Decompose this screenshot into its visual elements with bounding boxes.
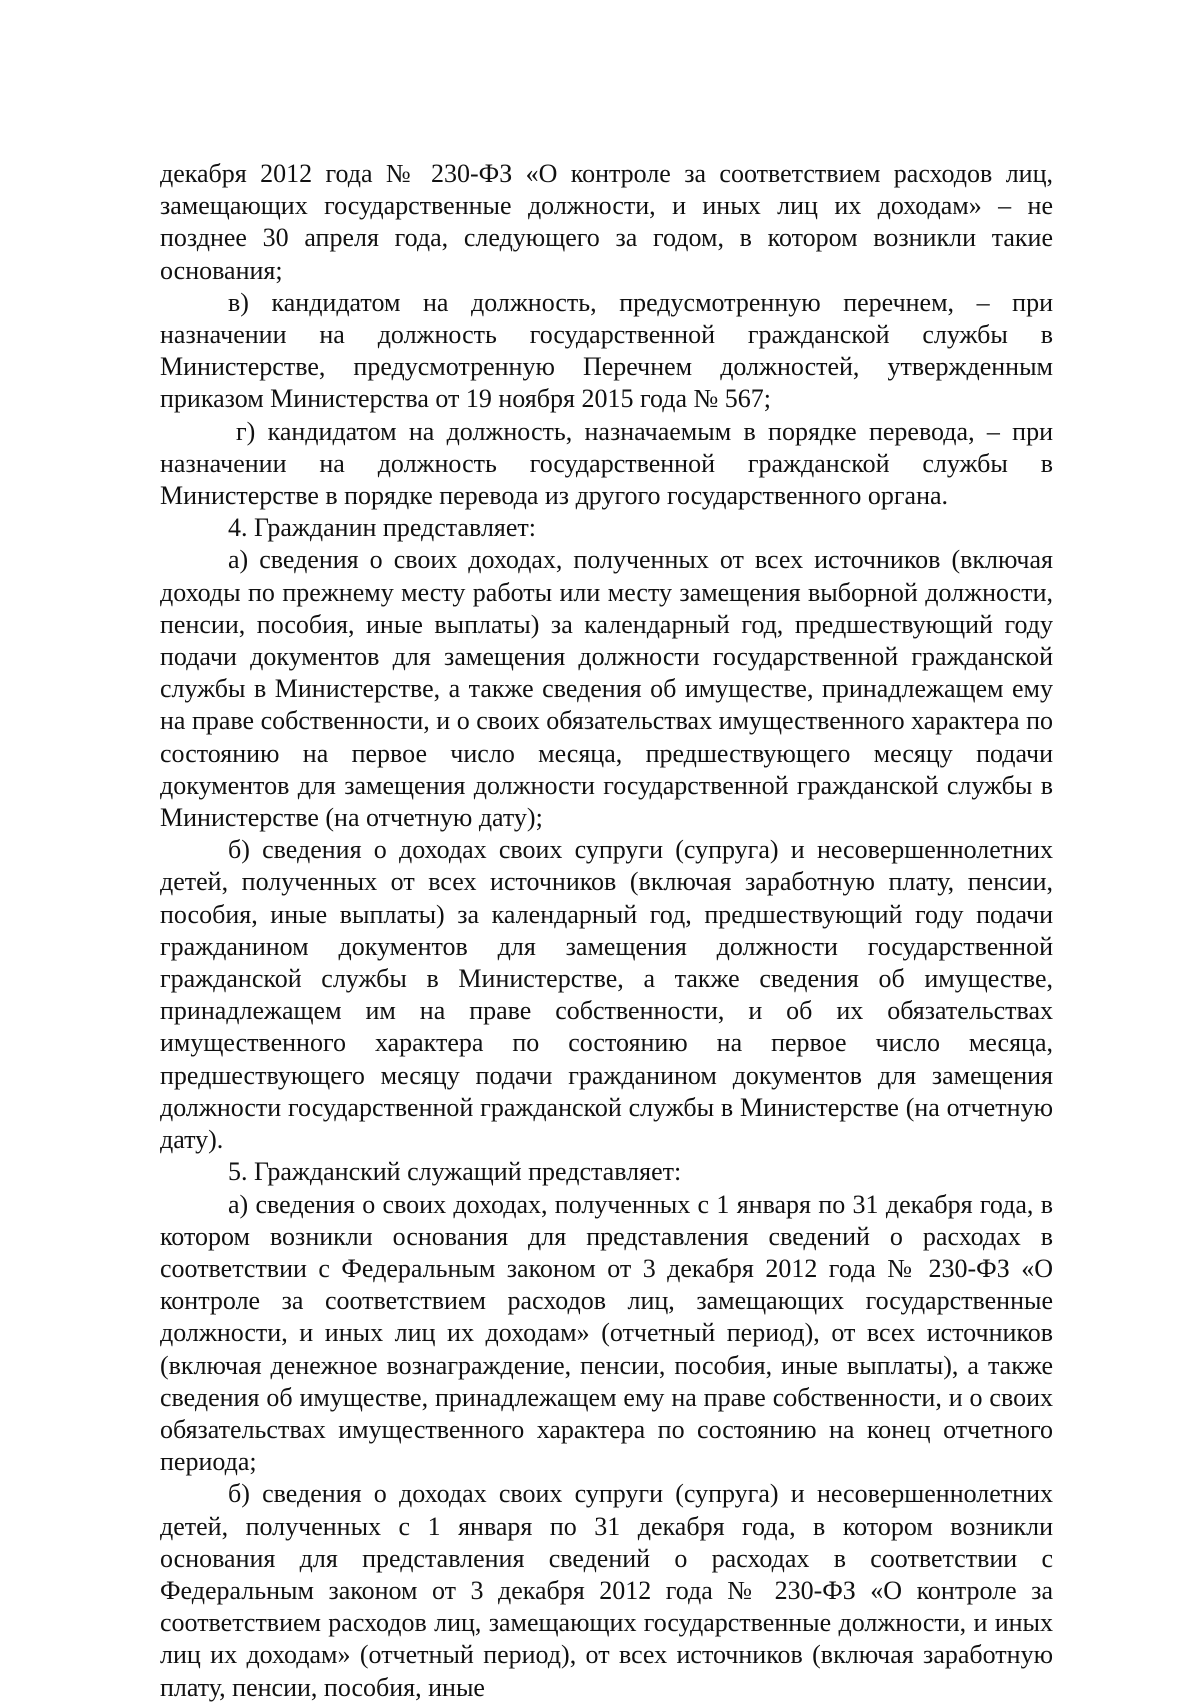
paragraph-section-4-b: б) сведения о доходах своих супруги (супруга) и несовершеннолетних детей, полученных от всех источников (включая заработную плату, пенсии, пособия, иные выплаты) за календарный год, предшествующий году подачи гражданином документов для замещения должности государственной гражданской службы в Министерстве, а также сведения об имуществе, принадлежащем им на праве собственности, и об их обязательствах имущественного характера по состоянию на первое число месяца, предшествующего месяцу подачи гражданином документов для замещения должности государственной гражданской службы в Министерстве (на отчетную дату). xyxy=(160,835,1053,1155)
paragraph-section-4-a: а) сведения о своих доходах, полученных от всех источников (включая доходы по прежнему месту работы или месту замещения выборной должности, пенсии, пособия, иные выплаты) за календарный год, предшествующий году подачи документов для замещения должности государственной гражданской службы в Министерстве, а также сведения об имуществе, принадлежащем ему на праве собственности, и о своих обязательствах имущественного характера по состоянию на первое число месяца, предшествующего месяцу подачи документов для замещения должности государственной гражданской службы в Министерстве (на отчетную дату); xyxy=(160,545,1053,833)
paragraph-item-g: г) кандидатом на должность, назначаемым в порядке перевода, – при назначении на должность государственной гражданской службы в Министерстве в порядке перевода из другого государственного органа. xyxy=(160,416,1053,511)
paragraph-section-5-heading: 5. Гражданский служащий представляет: xyxy=(228,1157,682,1187)
paragraph-continuation: декабря 2012 года № 230-ФЗ «О контроле за соответствием расходов лиц, замещающих государственные должности, и иных лиц их доходам» – не позднее 30 апреля года, следующего за годом, в котором возникли такие основания; xyxy=(160,159,1053,285)
paragraph-section-5-b: б) сведения о доходах своих супруги (супруга) и несовершеннолетних детей, полученных с 1 января по 31 декабря года, в котором возникли основания для представления сведений о расходах в соответствии с Федеральным законом от 3 декабря 2012 года № 230-ФЗ «О контроле за соответствием расходов лиц, замещающих государственные должности, и иных лиц их доходам» (отчетный период), от всех источников (включая заработную плату, пенсии, пособия, иные xyxy=(160,1479,1053,1702)
document-body xyxy=(160,158,1053,1704)
paragraph-section-5-a: а) сведения о своих доходах, полученных с 1 января по 31 декабря года, в котором возникли основания для представления сведений о расходах в соответствии с Федеральным законом от 3 декабря 2012 года № 230-ФЗ «О контроле за соответствием расходов лиц, замещающих государственные должности, и иных лиц их доходам» (отчетный период), от всех источников (включая денежное вознаграждение, пенсии, пособия, иные выплаты), а также сведения об имуществе, принадлежащем ему на праве собственности, и о своих обязательствах имущественного характера по состоянию на конец отчетного периода; xyxy=(160,1189,1053,1477)
paragraph-item-v: в) кандидатом на должность, предусмотренную перечнем, – при назначении на должность государственной гражданской службы в Министерстве, предусмотренную Перечнем должностей, утвержденным приказом Министерства от 19 ноября 2015 года № 567; xyxy=(160,287,1053,414)
paragraph-section-4-heading: 4. Гражданин представляет: xyxy=(228,513,537,543)
